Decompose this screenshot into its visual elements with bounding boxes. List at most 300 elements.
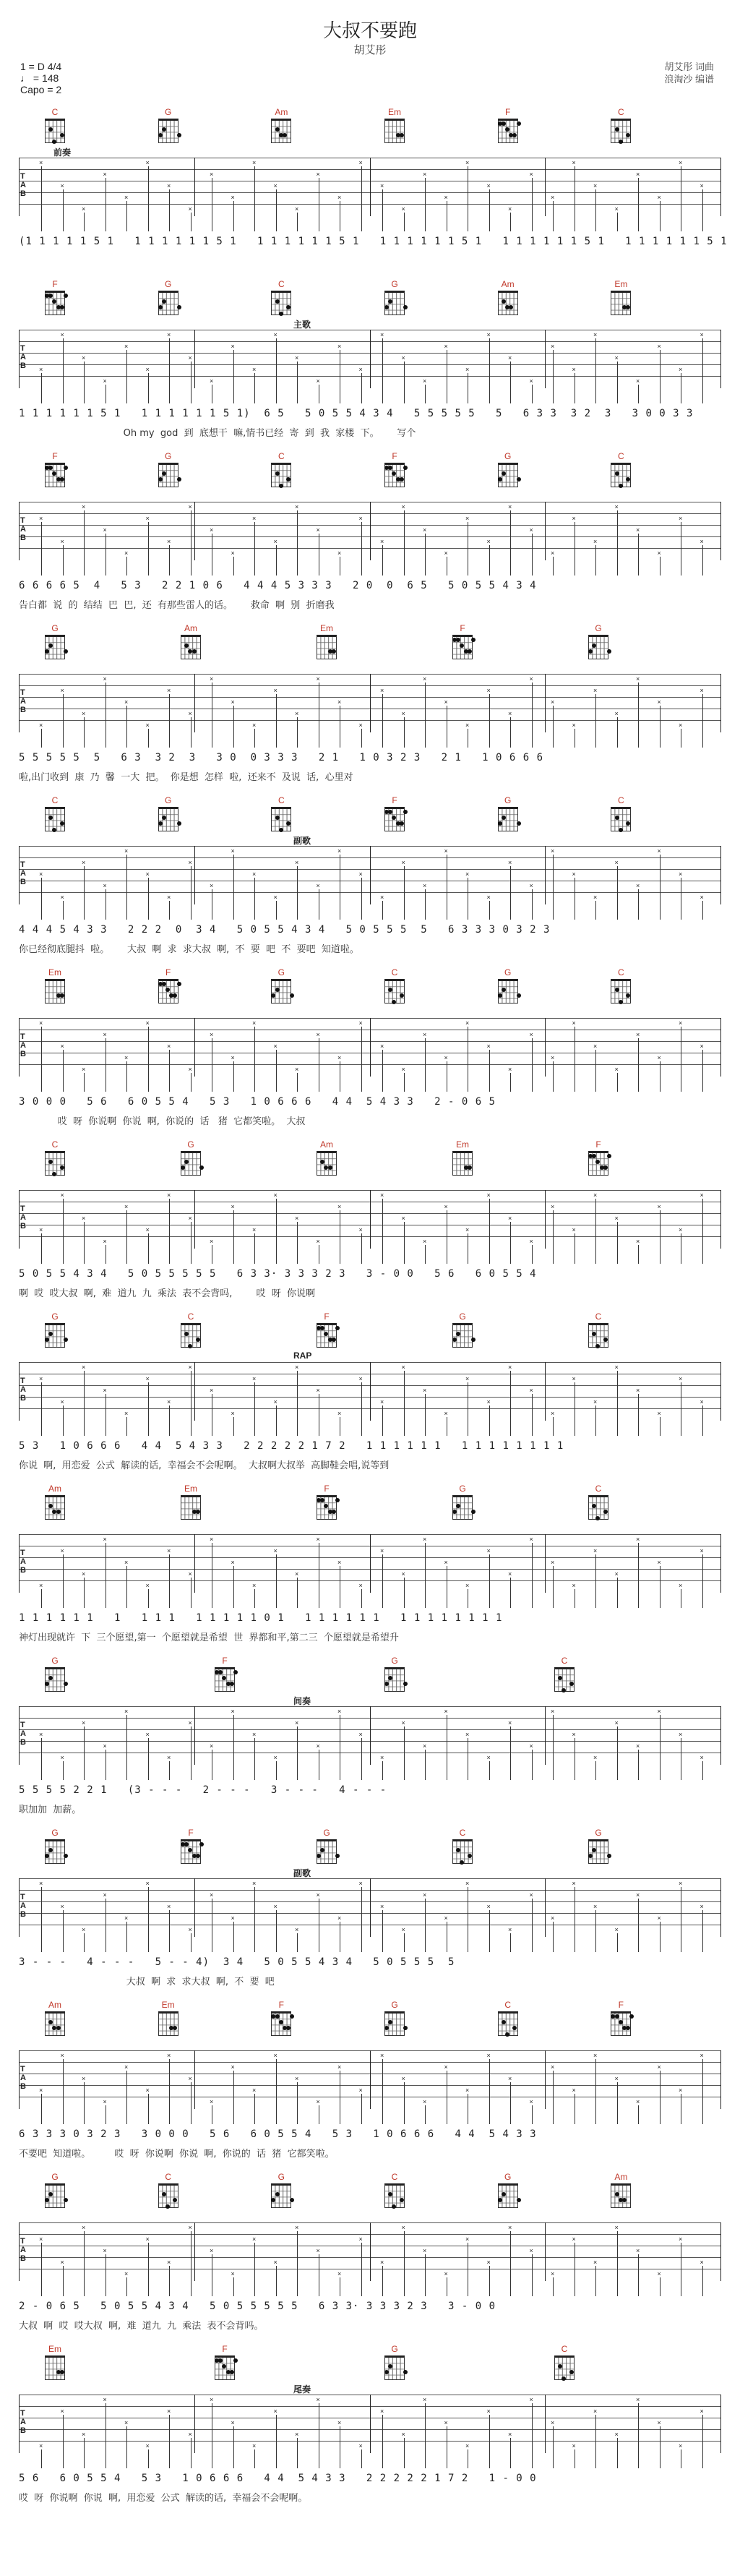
note-stem (425, 682, 426, 748)
finger-dot (498, 993, 502, 998)
strum-mark: × (508, 859, 512, 866)
strum-mark: × (657, 1203, 661, 1210)
strum-mark: × (636, 1387, 640, 1394)
note-stem (489, 694, 490, 748)
note-stem (489, 2415, 490, 2468)
finger-dot (173, 2026, 177, 2030)
chord-diagram (494, 2000, 522, 2039)
barline (545, 846, 546, 904)
strum-mark: × (252, 1731, 257, 1738)
chord-diagram (380, 795, 409, 834)
barline (194, 2222, 195, 2281)
finger-dot (332, 1338, 336, 1342)
strum-mark: × (337, 549, 342, 557)
chord-name: Em (320, 623, 333, 633)
strum-mark: × (124, 194, 129, 201)
note-stem (404, 1371, 405, 1436)
strum-mark: × (273, 1903, 278, 1910)
strum-mark: × (60, 1191, 64, 1199)
chord-name: F (188, 1828, 194, 1838)
chord-diagram (606, 279, 635, 318)
strum-mark: × (167, 1903, 171, 1910)
strum-mark: × (465, 870, 470, 878)
strum-mark: × (60, 2259, 64, 2266)
note-stem (361, 1887, 362, 1952)
strum-mark: × (295, 2075, 299, 2082)
note-stem (382, 1405, 383, 1436)
fretboard-grid (384, 1667, 405, 1692)
barline (545, 1878, 546, 1937)
note-stem (191, 1073, 192, 1092)
note-stem (191, 2082, 192, 2124)
note-stem (63, 901, 64, 920)
note-stem (276, 1199, 277, 1264)
strum-mark: × (593, 894, 598, 901)
finger-dot (64, 1682, 68, 1686)
strum-mark: × (82, 1364, 86, 1371)
strum-mark: × (167, 1398, 171, 1405)
note-stem (425, 1038, 426, 1092)
strum-mark: × (210, 1238, 214, 1245)
finger-dot (279, 2020, 283, 2024)
note-stem (254, 2243, 255, 2296)
strum-mark: × (486, 1754, 491, 1761)
numbered-notation: 5 5 5 5 5 5 6 3 3 2 3 3 0 0 3 3 3 2 1 1 0 3 2 3 2 1 1 0 6 6 6 (19, 752, 544, 763)
barline (370, 2050, 371, 2109)
strum-mark: × (82, 1570, 86, 1578)
note-stem (617, 213, 618, 231)
strum-mark: × (188, 503, 192, 510)
finger-dot (388, 299, 392, 304)
chord-name: G (391, 2000, 398, 2010)
barline (19, 674, 20, 732)
fretboard-grid (45, 1839, 65, 1864)
strum-mark: × (380, 2259, 384, 2266)
note-stem (702, 545, 703, 575)
note-stem (41, 1382, 42, 1436)
strum-mark: × (82, 354, 86, 361)
strum-mark: × (39, 1375, 43, 1382)
note-stem (84, 866, 85, 920)
chord-name: C (391, 967, 398, 977)
strum-mark: × (465, 722, 470, 729)
fretboard-grid (45, 291, 65, 315)
finger-dot (162, 982, 166, 986)
note-stem (276, 2415, 277, 2468)
finger-dot (192, 649, 197, 654)
finger-dot (456, 1332, 460, 1336)
note-stem (595, 189, 596, 231)
finger-dot (471, 1338, 476, 1342)
song-artist: 胡艾彤 (353, 44, 387, 56)
note-stem (297, 361, 298, 403)
note-stem (63, 694, 64, 748)
finger-dot (502, 2192, 506, 2196)
fretboard-grid (588, 1839, 608, 1864)
strum-mark: × (657, 1559, 661, 1566)
strum-mark: × (60, 1754, 64, 1761)
strum-mark: × (82, 2431, 86, 2438)
chord-diagram (154, 279, 183, 318)
strum-mark: × (636, 526, 640, 534)
note-stem (297, 1222, 298, 1264)
note-stem (404, 361, 405, 403)
chord-name: C (617, 795, 624, 805)
note-stem (254, 1027, 255, 1092)
chord-name: G (51, 2172, 59, 2182)
strum-mark: × (145, 1731, 150, 1738)
fretboard-grid (271, 463, 291, 487)
fretboard-grid (181, 1495, 201, 1520)
finger-dot (60, 133, 64, 137)
chord-name: F (222, 2344, 228, 2354)
finger-dot (290, 2198, 294, 2202)
strum-mark: × (145, 722, 150, 729)
fretboard-grid (215, 1667, 235, 1692)
note-stem (233, 1417, 234, 1436)
strum-mark: × (188, 1570, 192, 1578)
finger-dot (460, 1860, 464, 1865)
barline (19, 1190, 20, 1249)
note-stem (638, 2254, 639, 2296)
strum-mark: × (316, 2396, 320, 2403)
finger-dot (320, 1848, 324, 1852)
barline (720, 2050, 721, 2109)
note-stem (169, 694, 170, 748)
finger-dot (328, 1165, 332, 1170)
strum-mark: × (423, 2247, 427, 2254)
note-stem (425, 1394, 426, 1436)
note-stem (382, 1910, 383, 1952)
strum-mark: × (614, 1066, 619, 1073)
note-stem (382, 189, 383, 231)
finger-dot (286, 821, 291, 826)
chord-name: G (51, 1311, 59, 1322)
finger-dot (384, 2026, 389, 2030)
strum-mark: × (636, 675, 640, 682)
lyrics-line: 大叔 啊 求 求大叔 啊, 不 要 吧 (19, 1977, 275, 1987)
tab-system (19, 795, 721, 967)
barline (720, 1706, 721, 1765)
finger-dot (622, 2198, 627, 2202)
chord-diagram (40, 107, 69, 146)
strum-mark: × (167, 1547, 171, 1554)
note-stem (41, 729, 42, 748)
finger-dot (162, 2192, 166, 2196)
note-stem (510, 2438, 511, 2468)
fretboard-grid (158, 119, 178, 143)
note-stem (553, 1922, 554, 1952)
note-stem (169, 2059, 170, 2124)
strum-mark: × (679, 366, 683, 373)
note-stem (404, 717, 405, 748)
chord-diagram (312, 1484, 341, 1523)
barline (194, 158, 195, 216)
chord-name: Em (48, 967, 61, 977)
strum-mark: × (593, 1754, 598, 1761)
note-stem (425, 2105, 426, 2124)
tab-staff (19, 2395, 721, 2452)
strum-mark: × (657, 2270, 661, 2277)
fretboard-grid (611, 463, 631, 487)
note-stem (510, 213, 511, 231)
chord-name: C (51, 1139, 59, 1150)
strum-mark: × (679, 870, 683, 878)
strum-mark: × (423, 2396, 427, 2403)
note-stem (660, 350, 661, 403)
finger-dot (456, 1504, 460, 1508)
finger-dot (48, 1676, 53, 1680)
note-stem (126, 1922, 127, 1952)
strum-mark: × (103, 171, 107, 178)
finger-dot (498, 821, 502, 826)
note-stem (254, 878, 255, 920)
lyrics-line: 哎 呀 你说啊 你说 啊, 你说的 话 猪 它都笑啦。 大叔 (19, 1116, 306, 1127)
fretboard-grid (158, 979, 178, 1004)
strum-mark: × (529, 2396, 533, 2403)
finger-dot (184, 1160, 189, 1164)
strum-mark: × (252, 1375, 257, 1382)
strum-mark: × (82, 1215, 86, 1222)
chord-name: G (391, 279, 398, 289)
strum-mark: × (465, 1019, 470, 1027)
note-stem (702, 1910, 703, 1952)
note-stem (382, 338, 383, 403)
finger-dot (517, 821, 521, 826)
chord-name: F (52, 279, 58, 289)
fretboard-grid (611, 2011, 631, 2036)
chord-diagram (267, 2000, 296, 2039)
barline (720, 846, 721, 904)
tab-staff (19, 1018, 721, 1076)
finger-dot (615, 127, 619, 132)
note-stem (126, 350, 127, 403)
strum-mark: × (358, 1375, 363, 1382)
finger-dot (286, 2026, 291, 2030)
note-stem (553, 1061, 554, 1092)
finger-dot (388, 1676, 392, 1680)
strum-mark: × (465, 2087, 470, 2094)
strum-mark: × (167, 2259, 171, 2266)
lyrics-line: 哎 呀 你说啊 你说 啊, 用恋爱 公式 解读的话, 幸福会不会呢啊。 (19, 2493, 308, 2504)
strum-mark: × (39, 1582, 43, 1589)
barline (370, 2222, 371, 2281)
chord-diagram (380, 2000, 409, 2039)
barline (19, 1018, 20, 1077)
strum-mark: × (124, 1410, 129, 1417)
numbered-notation: 6 6 6 6 5 4 5 3 2 2 1 0 6 4 4 4 5 3 3 3 2 0 0 6 5 5 0 5 5 4 3 4 (19, 580, 537, 591)
strum-mark: × (444, 1203, 448, 1210)
finger-dot (384, 2370, 389, 2374)
section-label: 主歌 (293, 320, 311, 330)
strum-mark: × (614, 2224, 619, 2231)
strum-mark: × (529, 377, 533, 385)
note-stem (595, 2059, 596, 2124)
note-stem (382, 1050, 383, 1092)
barline (720, 2395, 721, 2453)
finger-dot (615, 988, 619, 992)
strum-mark: × (231, 1914, 235, 1922)
strum-mark: × (636, 1031, 640, 1038)
strum-mark: × (465, 1880, 470, 1887)
strum-mark: × (295, 859, 299, 866)
finger-dot (517, 2198, 521, 2202)
strum-mark: × (614, 354, 619, 361)
strum-mark: × (572, 366, 576, 373)
strum-mark: × (231, 1054, 235, 1061)
strum-mark: × (124, 2063, 129, 2071)
note-stem (191, 1222, 192, 1264)
note-stem (63, 1050, 64, 1092)
barline (19, 1362, 20, 1421)
barline (545, 1362, 546, 1421)
note-stem (553, 1715, 554, 1780)
tab-staff (19, 2222, 721, 2280)
note-stem (595, 901, 596, 920)
barline (19, 330, 20, 388)
finger-dot (60, 305, 64, 309)
strum-mark: × (273, 687, 278, 694)
note-stem (169, 1910, 170, 1952)
note-stem (382, 2415, 383, 2468)
note-stem (126, 1715, 127, 1780)
note-stem (148, 2243, 149, 2296)
fretboard-grid (181, 635, 201, 659)
note-stem (425, 1543, 426, 1608)
lyrics-line: 职加加 加薪。 (19, 1805, 82, 1815)
note-stem (276, 1761, 277, 1780)
finger-dot (509, 305, 513, 309)
strum-mark: × (337, 1914, 342, 1922)
strum-mark: × (337, 194, 342, 201)
barline (19, 1534, 20, 1593)
chord-diagram (606, 795, 635, 834)
strum-mark: × (551, 2063, 555, 2071)
note-stem (553, 201, 554, 231)
chord-name: C (459, 1828, 466, 1838)
finger-dot (45, 1682, 49, 1686)
note-stem (553, 350, 554, 403)
note-stem (148, 1738, 149, 1780)
note-stem (638, 178, 639, 231)
strum-mark: × (572, 870, 576, 878)
finger-dot (56, 1510, 61, 1514)
finger-dot (48, 294, 53, 298)
note-stem (382, 1554, 383, 1608)
strum-mark: × (444, 2270, 448, 2277)
note-stem (617, 2231, 618, 2296)
strum-mark: × (252, 2087, 257, 2094)
strum-mark: × (486, 894, 491, 901)
barline (19, 2050, 20, 2109)
chord-diagram (40, 1311, 69, 1351)
strum-mark: × (679, 2442, 683, 2449)
finger-dot (184, 643, 189, 648)
chord-name: F (165, 967, 171, 977)
chord-name: Am (184, 623, 197, 633)
finger-dot (158, 305, 163, 309)
strum-mark: × (679, 1019, 683, 1027)
strum-mark: × (273, 2052, 278, 2059)
chord-name: Em (48, 2344, 61, 2354)
chord-diagram (176, 1311, 205, 1351)
note-stem (553, 2426, 554, 2468)
note-stem (254, 2094, 255, 2124)
barline (370, 330, 371, 388)
finger-dot (45, 1338, 49, 1342)
section-label: 前奏 (53, 147, 72, 158)
chord-name: C (278, 451, 285, 461)
strum-mark: × (423, 1387, 427, 1394)
strum-mark: × (103, 1031, 107, 1038)
fretboard-grid (588, 1151, 608, 1176)
fretboard-grid (271, 2011, 291, 2036)
strum-mark: × (188, 354, 192, 361)
strum-mark: × (529, 1536, 533, 1543)
fretboard-grid (588, 1495, 608, 1520)
note-stem (595, 1050, 596, 1092)
note-stem (702, 1199, 703, 1264)
finger-dot (471, 1510, 476, 1514)
strum-mark: × (60, 1547, 64, 1554)
note-stem (169, 189, 170, 231)
chord-name: C (561, 1656, 568, 1666)
strum-mark: × (551, 847, 555, 855)
chord-name: G (164, 795, 172, 805)
barline (194, 2395, 195, 2453)
note-stem (532, 1038, 533, 1092)
strum-mark: × (486, 182, 491, 189)
note-stem (84, 1578, 85, 1608)
note-stem (660, 706, 661, 748)
tab-system (19, 967, 721, 1139)
finger-dot (502, 299, 506, 304)
strum-mark: × (508, 1215, 512, 1222)
chord-diagram (494, 107, 522, 146)
strum-mark: × (465, 2235, 470, 2243)
strum-mark: × (145, 515, 150, 522)
fretboard-grid (384, 119, 405, 143)
note-stem (233, 1566, 234, 1608)
finger-dot (64, 649, 68, 654)
strum-mark: × (657, 2063, 661, 2071)
strum-mark: × (145, 159, 150, 166)
chord-diagram (448, 1828, 477, 1867)
chord-diagram (606, 2000, 635, 2039)
finger-dot (218, 1670, 223, 1674)
finger-dot (403, 466, 408, 470)
capo-marking: Capo = 2 (20, 84, 62, 95)
chord-diagram (380, 107, 409, 146)
strum-mark: × (316, 2247, 320, 2254)
chord-name: C (617, 967, 624, 977)
tab-system (19, 107, 728, 279)
strum-mark: × (572, 2442, 576, 2449)
strum-mark: × (679, 1375, 683, 1382)
note-stem (63, 545, 64, 575)
note-stem (191, 717, 192, 748)
note-stem (404, 1222, 405, 1264)
barline (370, 674, 371, 732)
finger-dot (388, 988, 392, 992)
strum-mark: × (337, 698, 342, 706)
strum-mark: × (401, 2224, 405, 2231)
note-stem (254, 1382, 255, 1436)
note-stem (532, 1750, 533, 1780)
finger-dot (184, 1842, 189, 1847)
fretboard-grid (271, 979, 291, 1004)
strum-mark: × (551, 1914, 555, 1922)
